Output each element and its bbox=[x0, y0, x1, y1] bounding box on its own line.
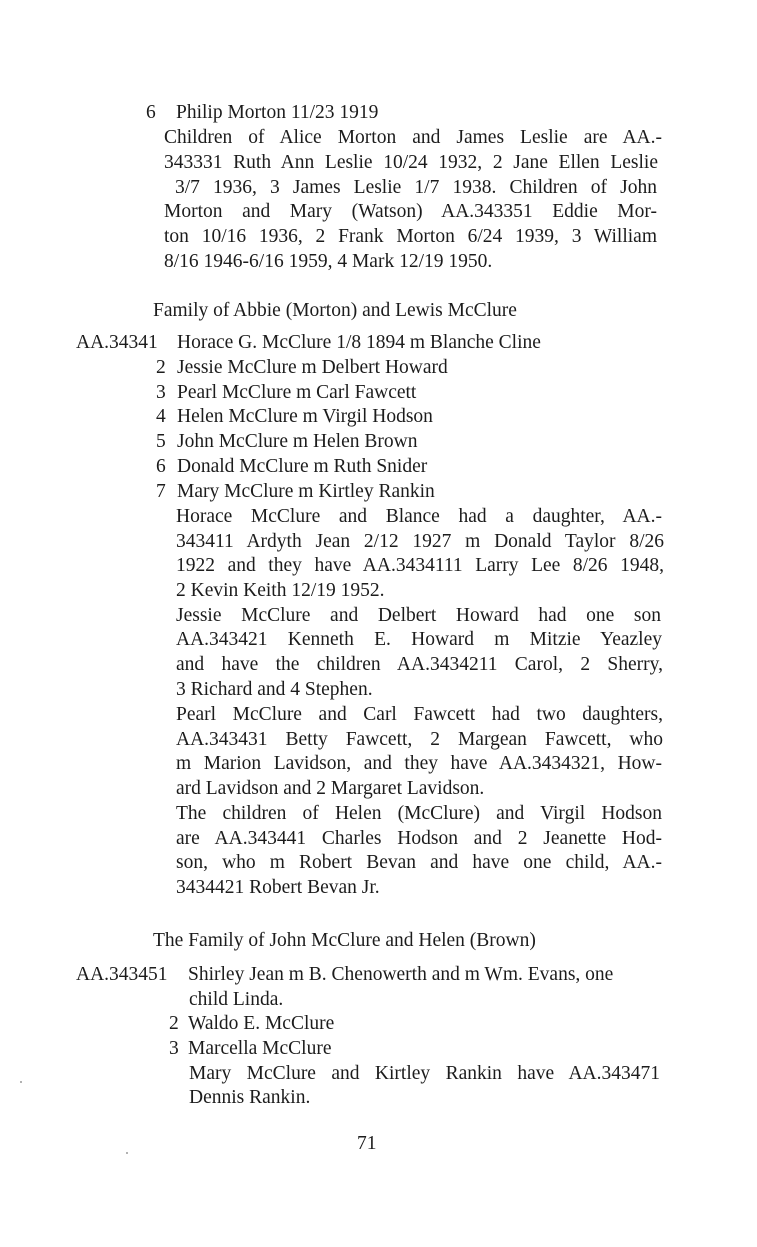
entry-number: 5 bbox=[156, 431, 166, 452]
entry-text: Donald McClure m Ruth Snider bbox=[177, 456, 428, 477]
entry-number: AA.34341 bbox=[76, 332, 158, 353]
section-heading: The Family of John McClure and Helen (Brown) bbox=[153, 930, 536, 951]
paragraph-line: 3/7 1936, 3 James Leslie 1/7 1938. Children of John bbox=[175, 177, 657, 198]
entry-text: Horace G. McClure 1/8 1894 m Blanche Cline bbox=[177, 332, 541, 353]
entry-number: 3 bbox=[156, 382, 166, 403]
paragraph-line: and have the children AA.3434211 Carol, 2 Sherry, bbox=[176, 654, 663, 675]
paragraph-line: 3434421 Robert Bevan Jr. bbox=[176, 877, 380, 898]
paragraph-line: 3 Richard and 4 Stephen. bbox=[176, 679, 373, 700]
paragraph-line: Dennis Rankin. bbox=[189, 1087, 311, 1108]
entry-text: Philip Morton 11/23 1919 bbox=[176, 102, 379, 123]
entry-number: 2 bbox=[156, 357, 166, 378]
paragraph-line: The children of Helen (McClure) and Virgil Hodson bbox=[176, 803, 662, 824]
page-number: 71 bbox=[357, 1133, 377, 1154]
margin-speck bbox=[126, 1152, 128, 1154]
paragraph-line: Children of Alice Morton and James Leslie are AA.- bbox=[164, 127, 662, 148]
paragraph-line: Pearl McClure and Carl Fawcett had two daughters, bbox=[176, 704, 663, 725]
paragraph-line: AA.343431 Betty Fawcett, 2 Margean Fawcett, who bbox=[176, 729, 663, 750]
paragraph-line: ton 10/16 1936, 2 Frank Morton 6/24 1939, 3 William bbox=[164, 226, 657, 247]
paragraph-line: 1922 and they have AA.3434111 Larry Lee 8/26 1948, bbox=[176, 555, 664, 576]
entry-text: Shirley Jean m B. Chenowerth and m Wm. Evans, one bbox=[188, 964, 614, 985]
entry-number: 7 bbox=[156, 481, 166, 502]
paragraph-line: Mary McClure and Kirtley Rankin have AA.343471 bbox=[189, 1063, 660, 1084]
paragraph-line: 2 Kevin Keith 12/19 1952. bbox=[176, 580, 385, 601]
margin-speck bbox=[20, 1081, 22, 1083]
paragraph-line: son, who m Robert Bevan and have one child, AA.- bbox=[176, 852, 662, 873]
entry-number: 6 bbox=[146, 102, 156, 123]
paragraph-line: 343411 Ardyth Jean 2/12 1927 m Donald Taylor 8/26 bbox=[176, 531, 664, 552]
entry-text: John McClure m Helen Brown bbox=[177, 431, 418, 452]
paragraph-line: Morton and Mary (Watson) AA.343351 Eddie Mor- bbox=[164, 201, 657, 222]
section-heading: Family of Abbie (Morton) and Lewis McClure bbox=[153, 300, 517, 321]
paragraph-line: ard Lavidson and 2 Margaret Lavidson. bbox=[176, 778, 485, 799]
entry-number: 6 bbox=[156, 456, 166, 477]
paragraph-line: are AA.343441 Charles Hodson and 2 Jeanette Hod- bbox=[176, 828, 662, 849]
entry-text: Pearl McClure m Carl Fawcett bbox=[177, 382, 417, 403]
paragraph-line: Jessie McClure and Delbert Howard had one son bbox=[176, 605, 661, 626]
entry-text: Marcella McClure bbox=[188, 1038, 332, 1059]
entry-text: Helen McClure m Virgil Hodson bbox=[177, 406, 433, 427]
paragraph-line: 8/16 1946-6/16 1959, 4 Mark 12/19 1950. bbox=[164, 251, 493, 272]
entry-number: 2 bbox=[169, 1013, 179, 1034]
paragraph-line: 343331 Ruth Ann Leslie 10/24 1932, 2 Jane Ellen Leslie bbox=[164, 152, 658, 173]
paragraph-line: m Marion Lavidson, and they have AA.3434321, How- bbox=[176, 753, 662, 774]
entry-number: 3 bbox=[169, 1038, 179, 1059]
entry-continuation: child Linda. bbox=[189, 989, 284, 1010]
paragraph-line: AA.343421 Kenneth E. Howard m Mitzie Yeazley bbox=[176, 629, 662, 650]
entry-number: 4 bbox=[156, 406, 166, 427]
entry-text: Mary McClure m Kirtley Rankin bbox=[177, 481, 435, 502]
paragraph-line: Horace McClure and Blance had a daughter, AA.- bbox=[176, 506, 662, 527]
entry-text: Jessie McClure m Delbert Howard bbox=[177, 357, 448, 378]
entry-text: Waldo E. McClure bbox=[188, 1013, 335, 1034]
entry-number: AA.343451 bbox=[76, 964, 168, 985]
